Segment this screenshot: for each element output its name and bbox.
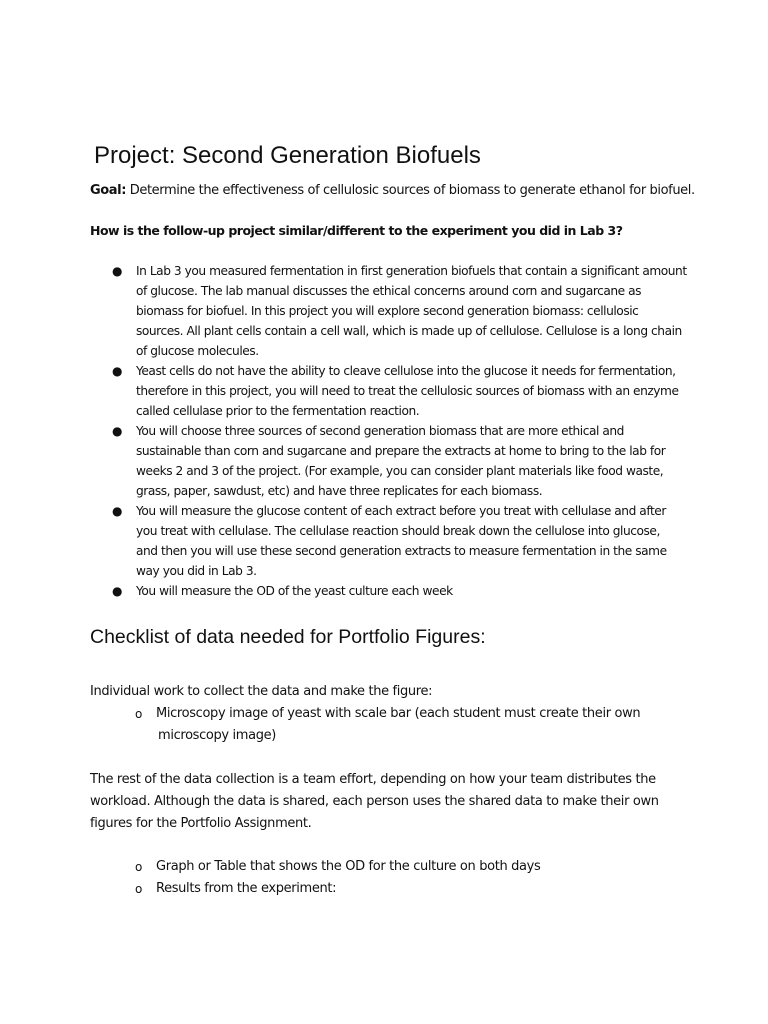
checklist-heading: Checklist of data needed for Portfolio Figures: bbox=[90, 626, 486, 648]
team-item-od-graph bbox=[135, 856, 541, 878]
bullet-line: weeks 2 and 3 of the project. (For example, you can consider plant materials like food waste, bbox=[136, 464, 664, 478]
bullet-line: In Lab 3 you measured fermentation in first generation biofuels that contain a significant amount bbox=[136, 264, 687, 278]
paragraph-line: figures for the Portfolio Assignment. bbox=[90, 816, 312, 831]
goal-statement bbox=[90, 181, 695, 201]
sub-bullet-line: Microscopy image of yeast with scale bar (each student must create their own bbox=[156, 706, 641, 721]
bullet-marker: ● bbox=[112, 364, 123, 378]
sub-bullet-line: Results from the experiment: bbox=[156, 881, 337, 896]
goal-text: Determine the effectiveness of cellulosic sources of biomass to generate ethanol for biofuel. bbox=[129, 183, 695, 198]
bullet-item-choose-biomass bbox=[112, 421, 692, 501]
sub-bullet-marker: o bbox=[135, 707, 142, 721]
team-item-results bbox=[135, 878, 337, 900]
comparison-question: How is the follow-up project similar/different to the experiment you did in Lab 3? bbox=[90, 223, 623, 238]
sub-bullet-line: microscopy image) bbox=[158, 728, 277, 743]
document-title: Project: Second Generation Biofuels bbox=[94, 142, 481, 169]
bullet-item-yeast-cellulase bbox=[112, 361, 692, 421]
bullet-line: sustainable than corn and sugarcane and prepare the extracts at home to bring to the lab for bbox=[136, 444, 666, 458]
sub-bullet-marker: o bbox=[135, 860, 142, 874]
sub-bullet-marker: o bbox=[135, 882, 142, 896]
bullet-line: of glucose. The lab manual discusses the ethical concerns around corn and sugarcane as bbox=[136, 284, 642, 298]
bullet-line: and then you will use these second generation extracts to measure fermentation in the same bbox=[136, 544, 667, 558]
bullet-line: You will measure the glucose content of each extract before you treat with cellulase and after bbox=[136, 504, 666, 518]
paragraph-line: The rest of the data collection is a team effort, depending on how your team distributes the bbox=[90, 772, 656, 787]
bullet-line: called cellulase prior to the fermentation reaction. bbox=[136, 404, 420, 418]
bullet-item-measure-od bbox=[112, 581, 692, 601]
goal-label: Goal: bbox=[90, 183, 127, 198]
bullet-line: grass, paper, sawdust, etc) and have three replicates for each biomass. bbox=[136, 484, 543, 498]
individual-work-intro: Individual work to collect the data and make the figure: bbox=[90, 684, 433, 699]
bullet-line: therefore in this project, you will need to treat the cellulosic sources of biomass with an enzyme bbox=[136, 384, 679, 398]
paragraph-line: workload. Although the data is shared, each person uses the shared data to make their own bbox=[90, 794, 659, 809]
bullet-marker: ● bbox=[112, 504, 123, 518]
team-effort-paragraph bbox=[90, 769, 659, 835]
bullet-marker: ● bbox=[112, 424, 123, 438]
bullet-marker: ● bbox=[112, 264, 123, 278]
bullet-line: Yeast cells do not have the ability to cleave cellulose into the glucose it needs for fermentation, bbox=[136, 364, 676, 378]
bullet-line: you treat with cellulase. The cellulase reaction should break down the cellulose into glucose, bbox=[136, 524, 660, 538]
bullet-item-lab3-fermentation bbox=[112, 261, 692, 361]
bullet-line: biomass for biofuel. In this project you will explore second generation biomass: cellulosic bbox=[136, 304, 639, 318]
bullet-marker: ● bbox=[112, 584, 123, 598]
individual-item-microscopy bbox=[135, 703, 641, 747]
comparison-bullet-list bbox=[112, 261, 692, 601]
sub-bullet-line: Graph or Table that shows the OD for the culture on both days bbox=[156, 859, 541, 874]
bullet-line: way you did in Lab 3. bbox=[136, 564, 257, 578]
bullet-line: You will measure the OD of the yeast culture each week bbox=[136, 584, 453, 598]
bullet-item-measure-glucose bbox=[112, 501, 692, 581]
bullet-line: of glucose molecules. bbox=[136, 344, 259, 358]
bullet-line: You will choose three sources of second generation biomass that are more ethical and bbox=[136, 424, 624, 438]
bullet-line: sources. All plant cells contain a cell wall, which is made up of cellulose. Cellulose is a long chain bbox=[136, 324, 682, 338]
